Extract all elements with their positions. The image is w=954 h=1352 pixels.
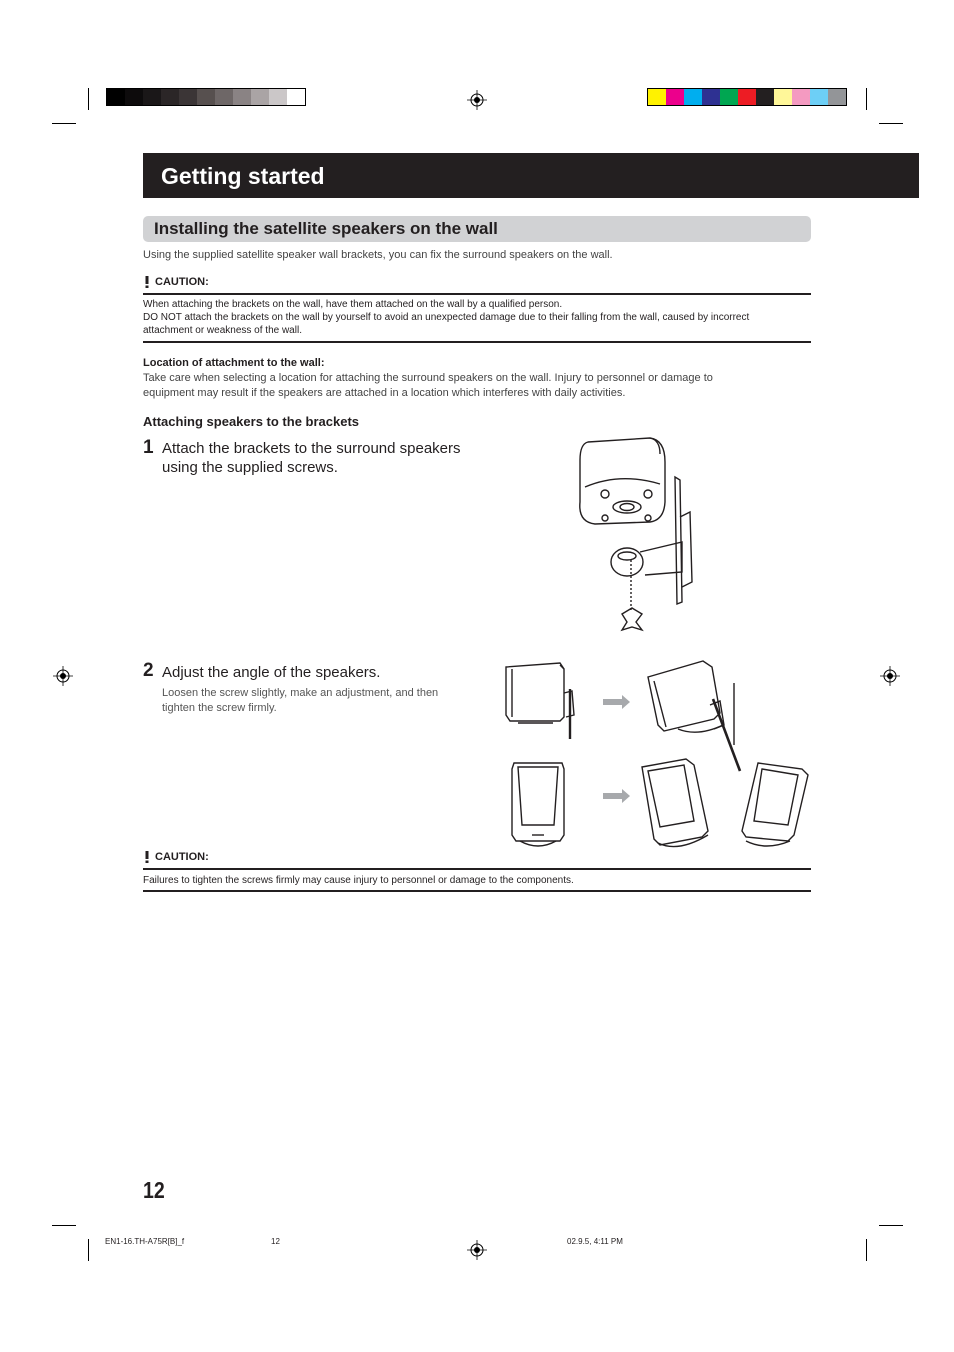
section-header: [143, 216, 811, 242]
step-1-text: Attach the brackets to the surround speakers using the supplied screws.: [162, 440, 461, 476]
chapter-title: Getting started: [161, 163, 325, 189]
color-swatch: [648, 89, 666, 105]
color-swatch: [810, 89, 828, 105]
color-swatch: [179, 89, 197, 105]
caution-rule-bottom: [143, 890, 811, 892]
step-2-number: 2: [143, 660, 154, 681]
caution-rule-top: [143, 293, 811, 295]
crop-mark: [88, 88, 89, 110]
color-swatch: [269, 89, 287, 105]
page-number: 12: [143, 1177, 165, 1203]
color-swatch: [287, 89, 305, 105]
step-1-number: 1: [143, 437, 154, 458]
color-calibration-bar: [647, 88, 847, 106]
caution-body: When attaching the brackets on the wall, have them attached on the wall by a qualified person. DO NOT attach the brackets on the wall by yourself to avoid an unexpected damage due to their falling from the wall, caused by incorrect attachment or weakness of the wall.: [143, 299, 750, 336]
timestamp: 02.9.5, 4:11 PM: [567, 1237, 623, 1246]
intro-text: Using the supplied satellite speaker wall brackets, you can fix the surround speakers on the wall.: [143, 249, 613, 261]
crop-mark: [52, 1225, 76, 1226]
color-swatch: [143, 89, 161, 105]
section-title: Installing the satellite speakers on the wall: [154, 219, 498, 238]
location-body: Take care when selecting a location for attaching the surround speakers on the wall. Injury to personnel or damage to equipment may result if the speakers are attached in a location which interferes with daily activities.: [143, 372, 713, 399]
color-swatch: [684, 89, 702, 105]
angle-adjustment-illustration: [498, 655, 813, 850]
registration-mark-icon: [467, 90, 487, 110]
step-2-body: Loosen the screw slightly, make an adjustment, and then tighten the screw firmly.: [162, 687, 439, 714]
color-swatch: [107, 89, 125, 105]
grayscale-calibration-bar: [106, 88, 306, 106]
location-heading: Location of attachment to the wall:: [143, 357, 325, 369]
caution-heading: CAUTION:: [143, 851, 209, 863]
color-swatch: [738, 89, 756, 105]
color-swatch: [197, 89, 215, 105]
speaker-bracket-illustration: [570, 432, 700, 637]
chapter-banner: [143, 153, 919, 198]
crop-mark: [879, 123, 903, 124]
color-swatch: [756, 89, 774, 105]
caution-rule-bottom: [143, 341, 811, 343]
color-swatch: [233, 89, 251, 105]
crop-mark: [88, 1239, 89, 1261]
registration-mark-icon: [467, 1240, 487, 1260]
color-swatch: [251, 89, 269, 105]
caution-icon: [143, 276, 151, 288]
crop-mark: [52, 123, 76, 124]
color-swatch: [161, 89, 179, 105]
crop-mark: [866, 1239, 867, 1261]
color-swatch: [702, 89, 720, 105]
caution-rule-top: [143, 868, 811, 870]
color-swatch: [720, 89, 738, 105]
crop-mark: [866, 88, 867, 110]
attaching-heading: Attaching speakers to the brackets: [143, 414, 360, 429]
registration-mark-icon: [880, 666, 900, 686]
color-swatch: [215, 89, 233, 105]
registration-mark-icon: [53, 666, 73, 686]
color-swatch: [774, 89, 792, 105]
file-name: EN1-16.TH-A75R[B]_f: [105, 1237, 185, 1246]
step-2-title: Adjust the angle of the speakers.: [162, 664, 381, 681]
caution-body: Failures to tighten the screws firmly may cause injury to personnel or damage to the components.: [143, 875, 574, 886]
caution-icon: [143, 851, 151, 863]
color-swatch: [792, 89, 810, 105]
color-swatch: [125, 89, 143, 105]
caution-heading: CAUTION:: [143, 276, 209, 288]
crop-mark: [879, 1225, 903, 1226]
color-swatch: [828, 89, 846, 105]
color-swatch: [666, 89, 684, 105]
file-page: 12: [271, 1237, 280, 1246]
